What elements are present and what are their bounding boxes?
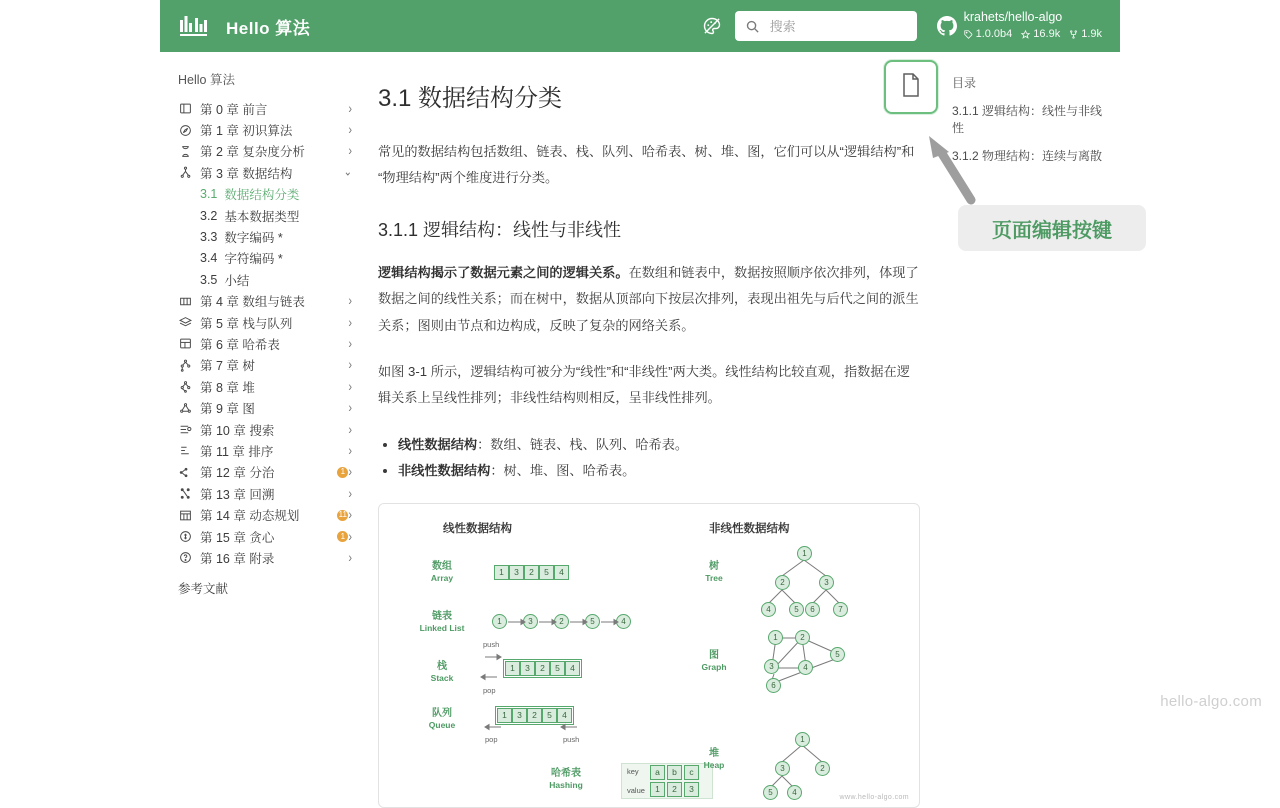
- chevron-right-icon[interactable]: ›: [348, 507, 352, 523]
- figure-cell: 4: [557, 708, 572, 723]
- figure-cell: 5: [550, 661, 565, 676]
- sidebar-item-chapter-7[interactable]: [174, 355, 360, 376]
- figure-node: 3: [764, 659, 779, 674]
- repo-stats: [964, 28, 1102, 42]
- sidebar-title: Hello 算法: [178, 73, 235, 87]
- figure-cell: 5: [542, 708, 557, 723]
- sidebar-item-label: 第 6 章 哈希表: [200, 337, 280, 352]
- figure-node: 5: [789, 602, 804, 617]
- sidebar-item-chapter-10[interactable]: [174, 419, 360, 440]
- figure-node: 4: [798, 660, 813, 675]
- figure-node: 1: [797, 546, 812, 561]
- figure-label-graph-en: Graph: [701, 662, 727, 673]
- figure-label-tree-cn: 树: [709, 560, 719, 572]
- sidebar-subitem-label: 小结: [224, 273, 250, 288]
- repo-name: krahets/hello-algo: [963, 10, 1063, 25]
- sidebar-subitem-label: 字符编码 *: [224, 252, 283, 267]
- figure-label-hashing-cn: 哈希表: [551, 767, 581, 779]
- chevron-down-icon[interactable]: ⌄: [343, 165, 352, 180]
- figure-linkedlist-arrows: [492, 614, 647, 632]
- figure-stack-arrows: [481, 649, 501, 685]
- figure-cell: 3: [684, 782, 699, 797]
- figure-label-array-cn: 数组: [432, 560, 452, 572]
- sidebar-item-label: 第 15 章 贪心: [200, 530, 275, 545]
- heap-icon: [178, 380, 193, 393]
- sidebar-item-chapter-13[interactable]: [174, 483, 360, 504]
- figure-hash-value-label: value: [627, 785, 645, 795]
- figure-node: 1: [492, 614, 507, 629]
- sidebar-item-chapter-6[interactable]: [174, 333, 360, 354]
- right-gutter: [1120, 0, 1280, 720]
- sidebar: [160, 52, 360, 720]
- figure-array-cells: [494, 565, 569, 580]
- figure-cell: 4: [554, 565, 569, 580]
- repo-stat-version-label: 1.0.0b4: [975, 27, 1013, 40]
- sidebar-item-chapter-0[interactable]: [174, 98, 360, 119]
- list-item-text: ：数组、链表、栈、队列、哈希表。: [477, 436, 689, 452]
- figure-label-array-en: Array: [430, 573, 454, 584]
- figure-label-queue-en: Queue: [428, 720, 456, 731]
- list-item-bold: 线性数据结构: [398, 436, 478, 452]
- sidebar-item-label: 第 0 章 前言: [200, 102, 268, 117]
- sidebar-item-label: 第 4 章 数组与链表: [200, 295, 305, 310]
- sidebar-subitem-3-1[interactable]: [174, 184, 360, 205]
- sidebar-item-chapter-4[interactable]: [174, 291, 360, 312]
- figure-stack-cells: [503, 659, 582, 678]
- intro-paragraph: 常见的数据结构包括数组、链表、栈、队列、哈希表、树、堆、图，它们可以从“逻辑结构”和“物理结构”两个维度进行分类。: [378, 144, 915, 186]
- sidebar-item-chapter-8[interactable]: [174, 376, 360, 397]
- figure-watermark: www.hello-algo.com: [839, 793, 909, 801]
- figure-cell: 3: [509, 565, 524, 580]
- sidebar-item-label: 第 12 章 分治: [200, 466, 275, 481]
- figure-node: 3: [819, 575, 834, 590]
- sidebar-item-badge: 11: [338, 510, 347, 520]
- sidebar-item-chapter-11[interactable]: [174, 440, 360, 461]
- chevron-right-icon[interactable]: ›: [348, 550, 352, 566]
- sidebar-item-label: 第 1 章 初识算法: [200, 124, 293, 139]
- figure-tree-nodes: [754, 546, 864, 616]
- list-item-text: ：树、堆、图、哈希表。: [490, 463, 636, 479]
- figure-heap-nodes: [757, 732, 857, 797]
- divide-icon: [178, 466, 193, 479]
- figure-cell: 1: [505, 661, 520, 676]
- left-gutter: [0, 0, 160, 720]
- repo-link[interactable]: [937, 10, 1102, 41]
- figure-node: 6: [766, 678, 781, 693]
- search-box[interactable]: [735, 11, 917, 41]
- figure-cell: a: [650, 765, 665, 780]
- figure-label-tree-en: Tree: [705, 573, 723, 584]
- figure-node: 7: [833, 602, 848, 617]
- figure-node: 2: [775, 575, 790, 590]
- figure-label-stack-en: Stack: [430, 673, 454, 684]
- repo-stat-stars: [1021, 28, 1060, 42]
- figure-label-graph: [689, 649, 739, 674]
- figure-cell: 4: [565, 661, 580, 676]
- sidebar-subitem-3-2[interactable]: [174, 205, 360, 226]
- graph-icon: [178, 402, 193, 415]
- figure-node: 4: [616, 614, 631, 629]
- sidebar-item-label: 第 13 章 回溯: [200, 487, 275, 502]
- figure-queue-pop-label: pop: [485, 734, 498, 744]
- figure-label-queue-cn: 队列: [432, 707, 452, 719]
- chevron-right-icon[interactable]: ›: [348, 101, 352, 117]
- greedy-icon: [178, 530, 193, 543]
- tree-icon: [178, 166, 193, 179]
- sidebar-item-chapter-15[interactable]: [174, 526, 360, 547]
- figure-label-hashing: [531, 767, 601, 792]
- section-title: 3.1.1 逻辑结构：线性与非线性: [378, 219, 622, 240]
- repo-stat-forks-label: 1.9k: [1081, 27, 1102, 40]
- figure-cell: 2: [527, 708, 542, 723]
- figure-stack-push-label: push: [483, 639, 500, 649]
- figure-label-linkedlist-en: Linked List: [419, 623, 465, 634]
- figure-cell: 1: [494, 565, 509, 580]
- figure-node: 3: [523, 614, 538, 629]
- chevron-right-icon[interactable]: ›: [348, 400, 352, 416]
- search2-icon: [178, 423, 193, 436]
- sidebar-item-label: 第 10 章 搜索: [200, 423, 275, 438]
- compass-icon: [178, 124, 193, 137]
- figure-cell: 2: [524, 565, 539, 580]
- toc-item-3-1-1[interactable]: 3.1.1 逻辑结构：线性与非线性: [952, 104, 1103, 135]
- annotation-arrow-icon: [915, 130, 985, 210]
- figure-node: 3: [775, 761, 790, 776]
- sidebar-subitem-3-5[interactable]: [174, 269, 360, 290]
- figure-node: 2: [795, 630, 810, 645]
- repo-stat-stars-label: 16.9k: [1033, 27, 1061, 40]
- chevron-right-icon[interactable]: ›: [348, 529, 352, 544]
- search-input[interactable]: [768, 18, 907, 35]
- figure-cell: 3: [520, 661, 535, 676]
- sidebar-item-label: 第 5 章 栈与队列: [200, 316, 293, 331]
- list-item: [398, 432, 920, 458]
- grid-icon: [178, 295, 193, 308]
- sidebar-item-chapter-5[interactable]: [174, 312, 360, 333]
- figure-label-tree: [689, 560, 739, 585]
- hello-algo-logo-icon[interactable]: [178, 13, 212, 39]
- search-icon: [745, 19, 760, 34]
- sidebar-subitem-3-3[interactable]: [174, 226, 360, 247]
- sidebar-subitem-number: 3.2: [200, 208, 218, 223]
- chevron-right-icon[interactable]: ›: [348, 464, 352, 480]
- figure-label-stack: [407, 660, 477, 685]
- figure-label-heap-cn: 堆: [709, 747, 719, 759]
- figure-node: 1: [768, 630, 783, 645]
- sidebar-item-chapter-3[interactable]: [174, 162, 360, 183]
- sidebar-subitem-3-4[interactable]: [174, 248, 360, 269]
- sidebar-item-chapter-1[interactable]: [174, 119, 360, 140]
- figure-cell: 5: [539, 565, 554, 580]
- sidebar-item-reference[interactable]: 参考文献: [178, 581, 229, 596]
- top-bar: [160, 0, 1120, 52]
- paragraph-1-bold: 逻辑结构揭示了数据元素之间的逻辑关系。: [378, 264, 629, 280]
- figure-label-graph-cn: 图: [709, 649, 719, 661]
- page-watermark: hello-algo.com: [1160, 693, 1262, 710]
- book-icon: [178, 102, 193, 115]
- figure-cell: 2: [667, 782, 682, 797]
- figure-left-heading: 线性数据结构: [443, 522, 512, 535]
- sidebar-item-label: 第 16 章 附录: [200, 551, 275, 566]
- figure-label-linkedlist-cn: 链表: [432, 610, 452, 622]
- site-title: Hello 算法: [226, 18, 311, 38]
- paragraph-1-rest: 在数组和链表中，数据按照顺序依次排列，体现了数据之间的线性关系；而在树中，数据从顶部向下按层次排列，表现出祖先与后代之间的派生关系；图则由节点和边构成，反映了复杂的网络关系。: [378, 264, 919, 333]
- figure-label-heap: [689, 747, 739, 772]
- sidebar-item-chapter-16[interactable]: [174, 547, 360, 568]
- sidebar-item-label: 第 3 章 数据结构: [200, 166, 293, 181]
- palette-slash-icon[interactable]: [699, 13, 725, 39]
- sidebar-item-label: 第 14 章 动态规划: [200, 509, 300, 524]
- sidebar-item-chapter-14[interactable]: [174, 504, 360, 525]
- github-icon: [937, 16, 957, 36]
- figure-label-array: [407, 560, 477, 585]
- figure-node: 4: [787, 785, 802, 800]
- chevron-right-icon[interactable]: ›: [348, 379, 352, 395]
- sidebar-item-label: 第 9 章 图: [200, 402, 255, 417]
- figure-label-stack-cn: 栈: [437, 660, 447, 672]
- figure-node: 1: [795, 732, 810, 747]
- tree2-icon: [178, 359, 193, 372]
- repo-stat-version: [964, 28, 1013, 42]
- figure-node: 5: [763, 785, 778, 800]
- sidebar-subitem-label: 基本数据类型: [224, 209, 300, 224]
- chevron-right-icon[interactable]: ›: [348, 336, 352, 352]
- page-edit-icon: [899, 72, 923, 103]
- sidebar-item-chapter-12[interactable]: [174, 462, 360, 483]
- figure-node: 5: [585, 614, 600, 629]
- list-item-bold: 非线性数据结构: [398, 463, 491, 479]
- chevron-right-icon[interactable]: ›: [348, 122, 352, 138]
- figure-node: 4: [761, 602, 776, 617]
- figure-hash-key-label: key: [627, 766, 639, 776]
- figure-cell: 3: [512, 708, 527, 723]
- figure-queue-push-label: push: [563, 734, 580, 744]
- main-content: [360, 52, 940, 801]
- sidebar-item-label: 第 2 章 复杂度分析: [200, 145, 305, 160]
- stack-icon: [178, 316, 193, 329]
- sidebar-subitem-number: 3.1: [200, 187, 218, 202]
- page-edit-button[interactable]: [884, 60, 938, 114]
- hourglass-icon: [178, 145, 193, 158]
- chevron-right-icon[interactable]: ›: [348, 443, 352, 459]
- toc-title: 目录: [952, 76, 977, 90]
- toc-item-3-1-2[interactable]: 3.1.2 物理结构：连续与离散: [952, 148, 1103, 163]
- figure-data-structure-classification: [378, 503, 920, 808]
- figure-linkedlist-nodes: [492, 614, 647, 632]
- figure-queue-arrows: [485, 723, 585, 735]
- chevron-right-icon[interactable]: ›: [348, 357, 352, 373]
- list-item: [398, 458, 920, 484]
- sidebar-item-badge: 1: [337, 467, 348, 478]
- chevron-right-icon[interactable]: ›: [348, 143, 352, 159]
- figure-label-heap-en: Heap: [703, 760, 725, 771]
- annotation-callout: [958, 205, 1146, 251]
- figure-node: 5: [830, 647, 845, 662]
- sort-icon: [178, 444, 193, 457]
- figure-node: 2: [815, 761, 830, 776]
- chevron-right-icon[interactable]: ›: [348, 486, 352, 502]
- figure-right-heading: 非线性数据结构: [709, 522, 790, 535]
- sidebar-item-label: 第 7 章 树: [200, 359, 255, 374]
- figure-label-hashing-en: Hashing: [549, 780, 583, 791]
- chevron-right-icon[interactable]: ›: [348, 293, 352, 309]
- figure-node: 2: [554, 614, 569, 629]
- sidebar-subitem-number: 3.3: [200, 230, 218, 245]
- sidebar-subitem-label: 数据结构分类: [224, 188, 300, 203]
- sidebar-item-chapter-2[interactable]: [174, 141, 360, 162]
- dp-icon: [178, 509, 193, 522]
- figure-cell: 1: [650, 782, 665, 797]
- appendix-icon: [178, 551, 193, 564]
- figure-cell: b: [667, 765, 682, 780]
- figure-label-linkedlist: [407, 610, 477, 635]
- figure-node: 6: [805, 602, 820, 617]
- sidebar-item-badge: 1: [337, 531, 348, 542]
- hash-icon: [178, 337, 193, 350]
- sidebar-item-label: 第 11 章 排序: [200, 444, 274, 459]
- repo-stat-forks: [1069, 28, 1102, 42]
- figure-graph-nodes: [754, 626, 869, 698]
- bullet-list: [378, 432, 920, 485]
- backtrack-icon: [178, 487, 193, 500]
- chevron-right-icon[interactable]: ›: [348, 422, 352, 438]
- sidebar-subitem-number: 3.5: [200, 272, 218, 287]
- figure-label-queue: [407, 707, 477, 732]
- page-title: 3.1 数据结构分类: [378, 85, 563, 112]
- figure-cell: c: [684, 765, 699, 780]
- figure-cell: 2: [535, 661, 550, 676]
- paragraph-2: 如图 3-1 所示，逻辑结构可被分为“线性”和“非线性”两大类。线性结构比较直观，指数据在逻辑关系上呈线性排列；非线性结构则相反，呈非线性排列。: [378, 364, 910, 406]
- sidebar-subitem-number: 3.4: [200, 251, 218, 266]
- sidebar-item-label: 第 8 章 堆: [200, 380, 255, 395]
- annotation-callout-text: 页面编辑按键: [992, 219, 1112, 242]
- figure-hash-values-row: [650, 782, 699, 797]
- figure-stack-pop-label: pop: [483, 685, 496, 695]
- repo-texts: [964, 10, 1102, 41]
- sidebar-subitem-label: 数字编码 *: [224, 231, 283, 246]
- paragraph-1: [378, 260, 920, 339]
- sidebar-item-chapter-9[interactable]: [174, 397, 360, 418]
- figure-cell: 1: [497, 708, 512, 723]
- chevron-right-icon[interactable]: ›: [348, 315, 352, 331]
